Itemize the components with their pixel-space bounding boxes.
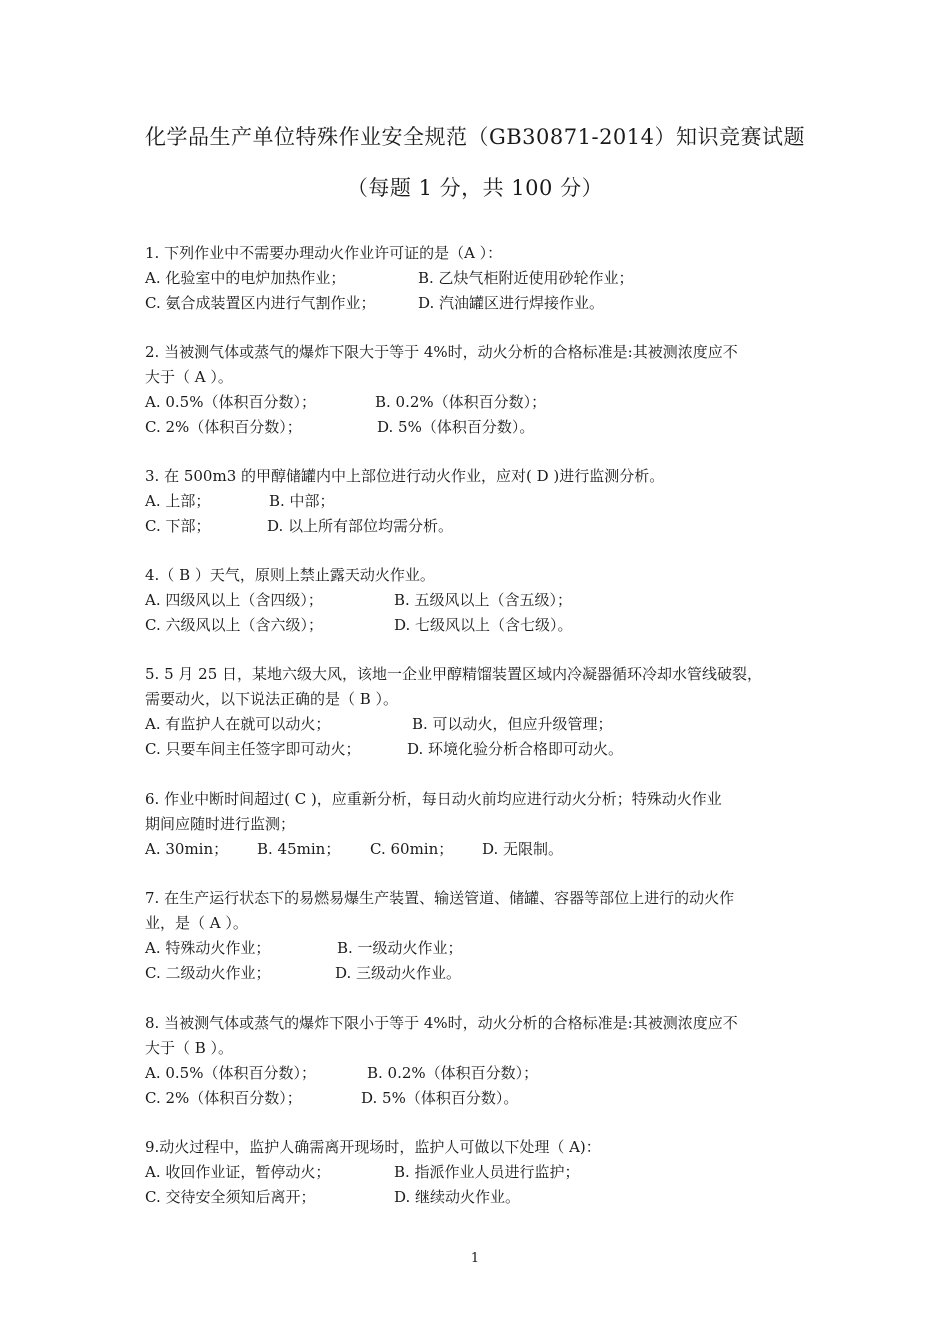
option-c: C. 下部； xyxy=(145,517,211,535)
option-row xyxy=(145,961,815,986)
option-row xyxy=(145,266,815,291)
option-d: D. 5%（体积百分数）。 xyxy=(361,1089,519,1107)
option-a: A. 0.5%（体积百分数）； xyxy=(145,1064,316,1082)
question-text: 1. 下列作业中不需要办理动火作业许可证的是（A ）： xyxy=(145,244,503,262)
option-a: A. 30min； xyxy=(145,840,229,858)
question-text: 9.动火过程中，监护人确需离开现场时，监护人可做以下处理（ A)： xyxy=(145,1138,601,1156)
question-text: 4.（ B ）天气，原则上禁止露天动火作业。 xyxy=(145,566,435,584)
question-5 xyxy=(145,662,815,762)
page-number: 1 xyxy=(470,1251,480,1266)
option-b: B. 乙炔气柜附近使用砂轮作业； xyxy=(418,269,634,287)
question-text: 8. 当被测气体或蒸气的爆炸下限小于等于 4%时，动火分析的合格标准是:其被测浓度应不 xyxy=(145,1014,738,1032)
option-row xyxy=(145,712,815,737)
document-subtitle: （每题 1 分，共 100 分） xyxy=(346,176,604,200)
option-row xyxy=(145,837,815,862)
question-7 xyxy=(145,886,815,986)
option-d: D. 环境化验分析合格即可动火。 xyxy=(407,740,624,758)
option-b: B. 可以动火，但应升级管理； xyxy=(412,715,613,733)
option-c: C. 60min； xyxy=(370,840,454,858)
option-row xyxy=(145,514,815,539)
question-text: 7. 在生产运行状态下的易燃易爆生产装置、输送管道、储罐、容器等部位上进行的动火作 xyxy=(145,889,735,907)
option-a: A. 特殊动火作业； xyxy=(145,939,271,957)
option-d: D. 汽油罐区进行焊接作业。 xyxy=(418,294,605,312)
option-d: D. 继续动火作业。 xyxy=(394,1188,521,1206)
document-title: 化学品生产单位特殊作业安全规范（GB30871-2014）知识竞赛试题 xyxy=(144,125,806,149)
option-row xyxy=(145,415,815,440)
option-c: C. 交待安全须知后离开； xyxy=(145,1188,316,1206)
option-a: A. 化验室中的电炉加热作业； xyxy=(145,269,346,287)
option-row xyxy=(145,489,815,514)
option-c: C. 氨合成装置区内进行气割作业； xyxy=(145,294,376,312)
option-row xyxy=(145,1160,815,1185)
question-8 xyxy=(145,1011,815,1111)
option-d: D. 5%（体积百分数）。 xyxy=(377,418,535,436)
option-row xyxy=(145,1185,815,1210)
option-b: B. 45min； xyxy=(257,840,341,858)
option-c: C. 只要车间主任签字即可动火； xyxy=(145,740,361,758)
question-text: 5. 5 月 25 日，某地六级大风，该地一企业甲醇精馏装置区域内冷凝器循环冷却水管线破裂， xyxy=(145,665,763,683)
option-row xyxy=(145,613,815,638)
option-row xyxy=(145,936,815,961)
option-row xyxy=(145,1086,815,1111)
option-row xyxy=(145,390,815,415)
question-text: 期间应随时进行监测； xyxy=(145,815,296,833)
option-d: D. 七级风以上（含七级）。 xyxy=(394,616,573,634)
option-b: B. 一级动火作业； xyxy=(337,939,463,957)
option-row xyxy=(145,291,815,316)
question-text: 大于（ B ）。 xyxy=(145,1039,234,1057)
question-1 xyxy=(145,241,815,316)
option-d: D. 以上所有部位均需分析。 xyxy=(267,517,454,535)
question-2 xyxy=(145,340,815,440)
option-d: D. 无限制。 xyxy=(482,840,564,858)
question-3 xyxy=(145,464,815,539)
question-text: 大于（ A ）。 xyxy=(145,368,233,386)
question-6 xyxy=(145,787,815,862)
question-text: 业，是（ A ）。 xyxy=(145,914,248,932)
question-text: 2. 当被测气体或蒸气的爆炸下限大于等于 4%时，动火分析的合格标准是:其被测浓度应不 xyxy=(145,343,738,361)
option-b: B. 0.2%（体积百分数）； xyxy=(375,393,547,411)
option-row xyxy=(145,588,815,613)
option-d: D. 三级动火作业。 xyxy=(335,964,462,982)
option-c: C. 2%（体积百分数）； xyxy=(145,1089,302,1107)
option-c: C. 二级动火作业； xyxy=(145,964,271,982)
option-a: A. 0.5%（体积百分数）； xyxy=(145,393,316,411)
option-a: A. 收回作业证，暂停动火； xyxy=(145,1163,331,1181)
option-c: C. 六级风以上（含六级）； xyxy=(145,616,323,634)
option-b: B. 指派作业人员进行监护； xyxy=(394,1163,580,1181)
question-text: 6. 作业中断时间超过( C )，应重新分析，每日动火前均应进行动火分析；特殊动火作业 xyxy=(145,790,722,808)
option-b: B. 中部； xyxy=(269,492,335,510)
option-row xyxy=(145,1061,815,1086)
question-4 xyxy=(145,563,815,638)
option-b: B. 0.2%（体积百分数）； xyxy=(367,1064,539,1082)
option-b: B. 五级风以上（含五级）； xyxy=(394,591,573,609)
option-a: A. 有监护人在就可以动火； xyxy=(145,715,331,733)
option-a: A. 上部； xyxy=(145,492,211,510)
question-text: 需要动火，以下说法正确的是（ B ）。 xyxy=(145,690,399,708)
option-a: A. 四级风以上（含四级）； xyxy=(145,591,323,609)
question-text: 3. 在 500m3 的甲醇储罐内中上部位进行动火作业，应对( D )进行监测分析。 xyxy=(145,467,665,485)
option-row xyxy=(145,737,815,762)
question-9 xyxy=(145,1135,815,1210)
option-c: C. 2%（体积百分数）； xyxy=(145,418,302,436)
